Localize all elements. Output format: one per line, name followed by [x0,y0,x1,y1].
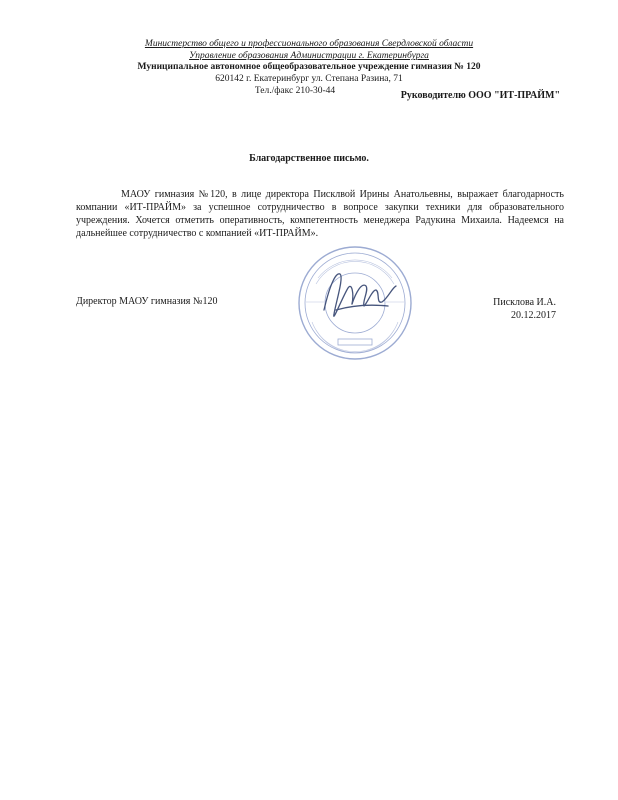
school-name: Муниципальное автономное общеобразовательное учреждение гимназия № 120 [137,62,481,72]
signatory-position: Директор МАОУ гимназия №120 [76,296,218,307]
signatory-block [493,296,556,322]
handwritten-signature [324,274,396,316]
department-text: Управление образования Администрации г. Екатеринбурга [189,51,429,61]
letter-date: 20.12.2017 [511,310,556,321]
letter-body: МАОУ гимназия №120, в лице директора Писклвой Ирины Анатольевны, выражает благодарность компании «ИТ-ПРАЙМ» за успешное сотрудничество в вопросе закупки техники для образовательного учреждения. Хочется отметить оперативность, компетентность менеджера Радукина Михаила. Надеемся на дальнейшее сотрудничество с компанией «ИТ-ПРАЙМ». [76,189,564,239]
school-phone: Тел./факс 210-30-44 [254,86,336,96]
letter-title: Благодарственное письмо. [249,153,369,164]
ministry-line [0,38,618,50]
school-address: 620142 г. Екатеринбург ул. Степана Разина, 71 [215,74,403,84]
addressee: Руководителю ООО "ИТ-ПРАЙМ" [400,90,560,101]
ministry-text: Министерство общего и профессионального образования Свердловской области [144,39,474,49]
signatory-name: Писклова И.А. [493,297,556,308]
official-stamp-and-signature [296,244,414,362]
